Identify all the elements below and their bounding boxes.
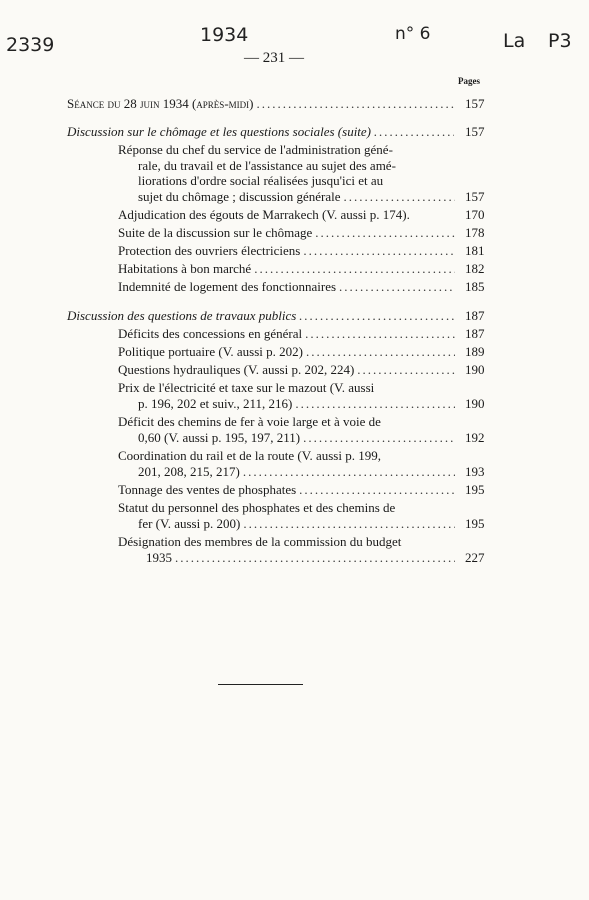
toc-entry-text: liorations d'ordre social réalisées jusqu'ici et au	[138, 173, 384, 188]
toc-entry-page: 181	[465, 243, 485, 258]
toc-entry-page: 170	[465, 207, 485, 222]
toc-entry-page: 189	[465, 344, 485, 359]
toc-entry-text: sujet du chômage ; discussion générale	[138, 188, 341, 204]
toc-entry-text: Politique portuaire (V. aussi p. 202)	[118, 344, 303, 359]
toc-entry-page: 190	[465, 396, 485, 411]
toc-entry-electricite	[118, 380, 458, 411]
toc-entry-coordination	[118, 448, 458, 479]
toc-entry-hydrauliques	[118, 362, 458, 378]
toc-entry-adjudication	[118, 207, 463, 223]
toc-entry-travaux	[67, 308, 457, 324]
toc-entry-chomage	[67, 124, 457, 140]
toc-entry-page: 195	[465, 482, 485, 497]
toc-entry-text: Déficit des chemins de fer à voie large et à voie de	[118, 414, 381, 429]
handwritten-mark-b: P3	[548, 30, 572, 52]
toc-entry-text: Séance du 28 juin 1934 (après-midi)	[67, 96, 254, 111]
toc-entry-text: Discussion sur le chômage et les questions sociales (suite)	[67, 124, 372, 139]
toc-entry-text: fer (V. aussi p. 200)	[138, 515, 241, 531]
toc-entry-text: Tonnage des ventes de phosphates	[118, 482, 297, 497]
handwritten-year: 1934	[200, 24, 249, 46]
toc-entry-statut	[118, 500, 458, 531]
toc-entry-deficits	[118, 326, 458, 342]
toc-entry-text: Coordination du rail et de la route (V. aussi p. 199,	[118, 448, 381, 463]
handwritten-mark-a: La	[503, 30, 526, 52]
toc-entry-page: 182	[465, 261, 485, 276]
toc-entry-chemins	[118, 414, 458, 445]
toc-entry-page: 178	[465, 225, 485, 240]
toc-entry-text: p. 196, 202 et suiv., 211, 216)	[138, 395, 293, 411]
toc-entry-portuaire	[118, 344, 458, 360]
toc-entry-page: 157	[465, 189, 485, 204]
toc-entry-text: Indemnité de logement des fonctionnaires	[118, 279, 337, 294]
toc-entry-page: 187	[465, 326, 485, 341]
toc-entry-page: 227	[465, 550, 485, 565]
toc-entry-text: Prix de l'électricité et taxe sur le mazout (V. aussi	[118, 380, 375, 395]
toc-entry-protection	[118, 243, 458, 259]
toc-entry-page: 190	[465, 362, 485, 377]
toc-entry-text: Discussion des questions de travaux publics	[67, 308, 297, 323]
toc-entry-reponse	[118, 142, 458, 204]
toc-entry-text: 201, 208, 215, 217)	[138, 463, 240, 479]
toc-entry-indemnite	[118, 279, 458, 295]
toc-entry-text: Déficits des concessions en général	[118, 326, 303, 341]
toc-entry-text: Questions hydrauliques (V. aussi p. 202, 224)	[118, 362, 355, 377]
toc-entry-text: Désignation des membres de la commission du budget	[118, 534, 402, 549]
pages-column-label: Pages	[458, 76, 480, 86]
toc-entry-text: Adjudication des égouts de Marrakech (V. aussi p. 174).	[118, 207, 410, 222]
handwritten-number: 2339	[6, 34, 55, 56]
toc-entry-page: 157	[465, 124, 485, 139]
toc-entry-text: Statut du personnel des phosphates et des chemins de	[118, 500, 396, 515]
toc-entry-page: 185	[465, 279, 485, 294]
toc-entry-page: 157	[465, 96, 485, 111]
toc-entry-text: rale, du travail et de l'assistance au sujet des amé-	[138, 157, 396, 173]
page-number: — 231 —	[244, 50, 304, 66]
toc-entry-tonnage	[118, 482, 458, 498]
toc-entry-page: 195	[465, 516, 485, 531]
toc-entry-habitations	[118, 261, 458, 277]
toc-entry-text: Réponse du chef du service de l'administration géné-	[118, 142, 393, 157]
toc-entry-suite	[118, 225, 458, 241]
toc-entry-text: 0,60 (V. aussi p. 195, 197, 211)	[138, 429, 301, 445]
toc-entry-seance	[67, 96, 457, 112]
toc-entry-page: 192	[465, 430, 485, 445]
toc-entry-text: Habitations à bon marché	[118, 261, 252, 276]
toc-entry-designation	[118, 534, 458, 565]
toc-entry-text: 1935	[146, 549, 172, 565]
end-rule	[218, 684, 303, 685]
toc-entry-text: Suite de la discussion sur le chômage	[118, 225, 313, 240]
handwritten-issue: n° 6	[395, 24, 431, 44]
toc-entry-text: Protection des ouvriers électriciens	[118, 243, 301, 258]
toc-entry-page: 193	[465, 464, 485, 479]
toc-entry-page: 187	[465, 308, 485, 323]
